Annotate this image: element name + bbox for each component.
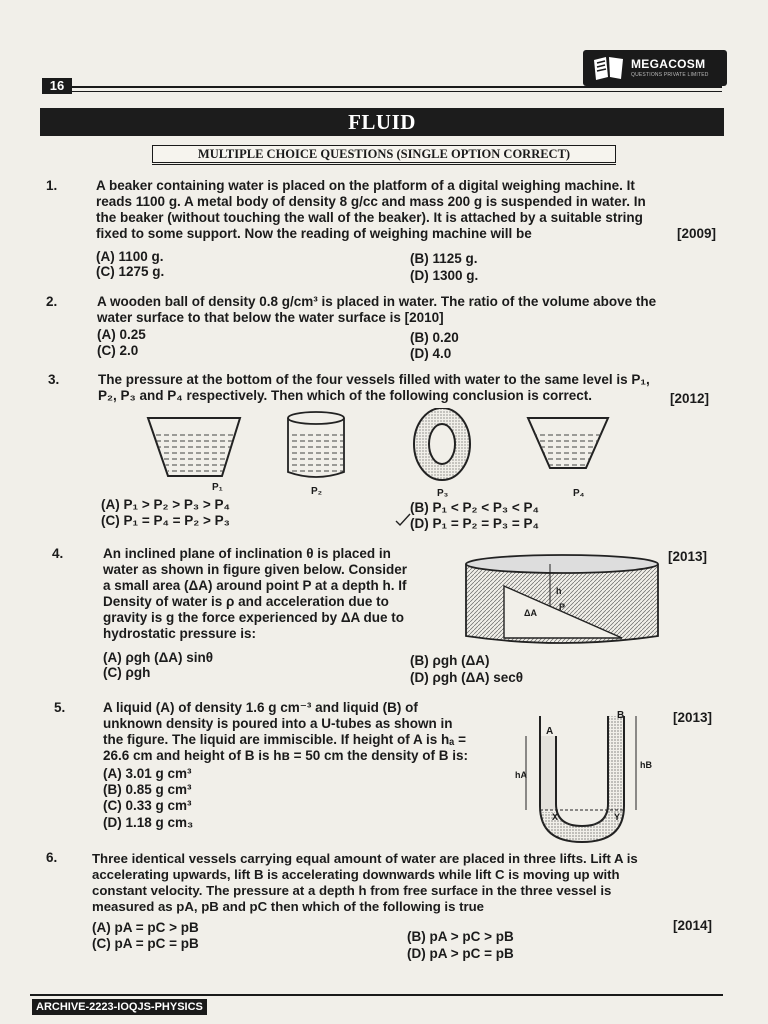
- question-line: water as shown in figure given below. Consider: [103, 562, 408, 577]
- question-line: A beaker containing water is placed on the platform of a digital weighing machine. It: [96, 178, 635, 193]
- question-1-text: [96, 178, 726, 242]
- hb-label: hB: [640, 760, 652, 770]
- option-a: (A) 0.25: [97, 327, 146, 342]
- question-line-text: water surface to that below the water surface is: [97, 310, 401, 325]
- header-rule-thin: [72, 91, 722, 92]
- year-tag: [2013]: [673, 710, 713, 725]
- liquid-b-label: B: [617, 710, 625, 721]
- option-d: (D) 4.0: [410, 346, 452, 361]
- vessel-label-p3: P₃: [437, 488, 449, 499]
- logo-name: MEGACOSM: [631, 57, 706, 71]
- question-line: P₂, P₃ and P₄ respectively. Then which of the following conclusion is correct.: [98, 388, 593, 403]
- question-3-text: [98, 372, 728, 404]
- year-tag: [2014]: [673, 918, 713, 933]
- question-line: the figure. The liquid are immiscible. If height of A is hₐ =: [103, 732, 467, 747]
- question-line: Density of water is ρ and acceleration due to: [103, 594, 389, 609]
- option-c: (C) 0.33 g cm³: [103, 798, 192, 813]
- question-line: constant velocity. The pressure at a depth h from free surface in the three vessel is: [92, 883, 612, 898]
- x-label: X: [552, 812, 559, 822]
- logo-tagline: QUESTIONS PRIVATE LIMITED: [631, 72, 709, 78]
- option-a: (A) 1100 g.: [96, 249, 164, 264]
- option-d: (D) ρgh (ΔA) secθ: [410, 670, 524, 685]
- question-line: A wooden ball of density 0.8 g/cm³ is placed in water. The ratio of the volume above the: [97, 294, 657, 309]
- point-label: P: [559, 602, 566, 612]
- section-subtitle: MULTIPLE CHOICE QUESTIONS (SINGLE OPTION CORRECT): [152, 145, 616, 163]
- footer-rule: [30, 994, 723, 996]
- question-line: hydrostatic pressure is:: [103, 626, 257, 641]
- question-line: A liquid (A) of density 1.6 g cm⁻³ and liquid (B) of: [103, 700, 418, 715]
- question-number: 2.: [46, 294, 58, 309]
- area-label: ΔA: [524, 608, 537, 618]
- year-tag: [2012]: [670, 391, 710, 406]
- question-line: Three identical vessels carrying equal amount of water are placed in three lifts. Lift A is: [92, 851, 638, 866]
- book-icon: [591, 55, 627, 81]
- vessels-figure: [140, 408, 610, 500]
- option-b: (B) pA > pC > pB: [407, 929, 514, 944]
- question-line: the beaker (without touching the wall of the beaker). It is attached by a suitable string: [96, 210, 643, 225]
- vessel-4: [528, 418, 608, 468]
- question-line: a small area (ΔA) around point P at a depth h. If: [103, 578, 407, 593]
- y-label: Y: [614, 812, 621, 822]
- question-number: 6.: [46, 850, 58, 865]
- option-c: (C) 2.0: [97, 343, 139, 358]
- option-c: (C) P₁ = P₄ = P₂ > P₃: [101, 513, 230, 528]
- option-b: (B) 1125 g.: [410, 251, 478, 266]
- question-line: measured as pA, pB and pC then which of the following is true: [92, 899, 484, 914]
- vessel-3: [414, 408, 470, 480]
- option-d: (D) P₁ = P₂ = P₃ = P₄: [410, 516, 539, 531]
- depth-label: h: [556, 586, 562, 596]
- option-b: (B) ρgh (ΔA): [410, 653, 490, 668]
- option-c: (C) ρgh: [103, 665, 151, 680]
- option-c: (C) 1275 g.: [96, 264, 165, 279]
- option-a: (A) ρgh (ΔA) sinθ: [103, 650, 214, 665]
- question-line: The pressure at the bottom of the four vessels filled with water to the same level is P₁,: [98, 372, 650, 387]
- subtitle-underline: [152, 164, 616, 165]
- question-line: [97, 310, 727, 326]
- header-rule: [72, 86, 722, 88]
- vessel-1: [148, 418, 240, 476]
- year-tag: [2013]: [668, 549, 708, 564]
- question-6-text: [92, 851, 732, 915]
- u-tube-figure: [512, 706, 662, 852]
- option-d: (D) 1.18 g cm₃: [103, 815, 194, 830]
- question-number: 1.: [46, 178, 58, 193]
- option-a: (A) P₁ > P₂ > P₃ > P₄: [101, 497, 230, 512]
- year-tag: [2010]: [404, 310, 444, 325]
- question-line: gravity is g the force experienced by ΔA due to: [103, 610, 405, 625]
- inclined-plane-figure: [462, 550, 662, 650]
- option-b: (B) 0.20: [410, 330, 459, 345]
- question-line: reads 1100 g. A metal body of density 8 g/cc and mass 200 g is suspended in water. In: [96, 194, 646, 209]
- vessel-label-p2: P₂: [311, 486, 323, 497]
- question-line: 26.6 cm and height of B is hв = 50 cm the density of B is:: [103, 748, 469, 763]
- question-line: An inclined plane of inclination θ is placed in: [103, 546, 391, 561]
- vessel-label-p1: P₁: [212, 482, 223, 493]
- question-number: 4.: [52, 546, 64, 561]
- chapter-title: FLUID: [40, 108, 724, 136]
- option-c: (C) pA = pC = pB: [92, 936, 199, 951]
- question-line: accelerating upwards, lift B is accelerating downwards while lift C is moving up with: [92, 867, 620, 882]
- question-4-text: [103, 546, 443, 642]
- footer-label: ARCHIVE-2223-IOQJS-PHYSICS: [32, 999, 207, 1015]
- option-a: (A) 3.01 g cm³: [103, 766, 192, 781]
- question-number: 5.: [54, 700, 66, 715]
- vessel-label-p4: P₄: [573, 488, 585, 499]
- year-tag: [2009]: [677, 226, 717, 241]
- option-b: (B) P₁ < P₂ < P₃ < P₄: [410, 500, 539, 515]
- option-d: (D) pA > pC = pB: [407, 946, 514, 961]
- option-d: (D) 1300 g.: [410, 268, 479, 283]
- question-number: 3.: [48, 372, 60, 387]
- question-line: unknown density is poured into a U-tubes as shown in: [103, 716, 453, 731]
- question-line: fixed to some support. Now the reading of weighing machine will be: [96, 226, 532, 241]
- option-b: (B) 0.85 g cm³: [103, 782, 192, 797]
- option-a: (A) pA = pC > pB: [92, 920, 199, 935]
- brand-logo: [583, 50, 727, 86]
- question-5-text: [103, 700, 503, 764]
- liquid-a-label: A: [546, 726, 554, 737]
- question-2-text: [97, 294, 727, 326]
- page-number: 16: [42, 78, 72, 94]
- vessel-2: [288, 412, 344, 477]
- ha-label: hA: [515, 770, 527, 780]
